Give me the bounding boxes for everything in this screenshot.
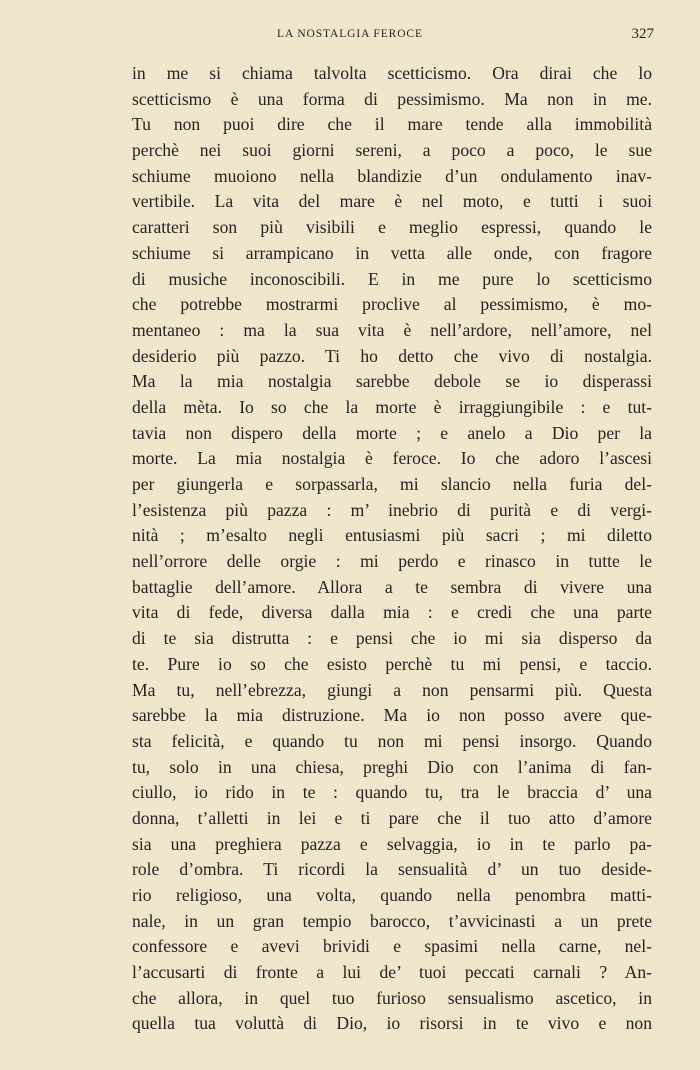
text-line: nell’orrore delle orgie : mi perdo e rinasco in tutte le [132,551,652,572]
page-header [0,26,700,48]
body-text [132,61,652,1037]
text-line: perchè nei suoi giorni sereni, a poco a poco, le sue [132,140,652,161]
text-line: sta felicità, e quando tu non mi pensi insorgo. Quando [132,730,652,751]
text-line: donna, t’alletti in lei e ti pare che il tuo atto d’amore [132,807,652,828]
text-line: scetticismo è una forma di pessimismo. Ma non in me. [132,88,652,109]
text-line: in me si chiama talvolta scetticismo. Ora dirai che lo [132,63,652,83]
text-line: nità ; m’esalto negli entusiasmi più sacri ; mi diletto [132,525,652,546]
text-line: nale, in un gran tempio barocco, t’avvicinasti a un prete [132,910,652,931]
text-line: confessore e avevi brividi e spasimi nella carne, nel- [132,936,652,957]
page-number: 327 [631,26,654,42]
text-line: mentaneo : ma la sua vita è nell’ardore, nell’amore, nel [132,319,652,340]
text-line: schiume muoiono nella blandizie d’un ondulamento inav- [132,165,652,186]
text-line: role d’ombra. Ti ricordi la sensualità d’ un tuo deside- [132,859,652,880]
text-line: tavia non dispero della morte ; e anelo a Dio per la [132,422,652,443]
text-line: l’accusarti di fronte a lui de’ tuoi peccati carnali ? An- [132,962,652,983]
text-line: di musiche inconoscibili. E in me pure lo scetticismo [132,268,652,289]
text-line: battaglie dell’amore. Allora a te sembra di vivere una [132,576,652,597]
text-line: di te sia distrutta : e pensi che io mi sia disperso da [132,628,652,649]
text-line: te. Pure io so che esisto perchè tu mi pensi, e taccio. [132,653,652,674]
text-line: sarebbe la mia distruzione. Ma io non posso avere que- [132,705,652,726]
text-line: l’esistenza più pazza : m’ inebrio di purità e di vergi- [132,499,652,520]
text-line: ciullo, io rido in te : quando tu, tra le braccia d’ una [132,782,652,803]
text-line: Ma tu, nell’ebrezza, giungi a non pensarmi più. Questa [132,679,652,700]
text-line: morte. La mia nostalgia è feroce. Io che adoro l’ascesi [132,448,652,469]
text-line: sia una preghiera pazza e selvaggia, io in te parlo pa- [132,833,652,854]
text-line: schiume si arrampicano in vetta alle onde, con fragore [132,242,652,263]
text-line: quella tua voluttà di Dio, io risorsi in te vivo e non [132,1013,652,1034]
text-line: vita di fede, diversa dalla mia : e credi che una parte [132,602,652,623]
text-line: Ma la mia nostalgia sarebbe debole se io disperassi [132,371,652,392]
text-line: caratteri son più visibili e meglio espressi, quando le [132,217,652,238]
text-line: Tu non puoi dire che il mare tende alla immobilità [132,114,652,135]
text-line: desiderio più pazzo. Ti ho detto che vivo di nostalgia. [132,345,652,366]
running-title: LA NOSTALGIA FEROCE [277,28,423,40]
text-line: tu, solo in una chiesa, preghi Dio con l’anima di fan- [132,756,652,777]
text-line: che potrebbe mostrarmi proclive al pessimismo, è mo- [132,294,652,315]
text-line: della mèta. Io so che la morte è irraggiungibile : e tut- [132,396,652,417]
text-line: per giungerla e sorpassarla, mi slancio nella furia del- [132,474,652,494]
text-line: rio religioso, una volta, quando nella penombra matti- [132,885,652,905]
text-line: che allora, in quel tuo furioso sensualismo ascetico, in [132,987,652,1008]
text-line: vertibile. La vita del mare è nel moto, e tutti i suoi [132,191,652,212]
